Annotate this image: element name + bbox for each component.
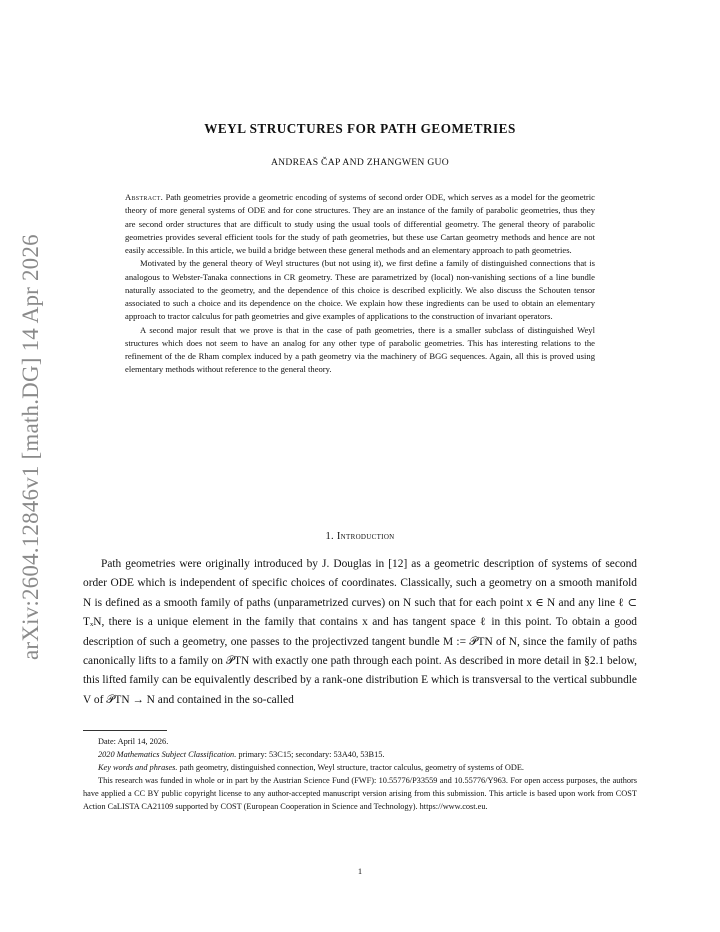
footnote-keywords	[83, 761, 637, 774]
footnote-divider	[83, 730, 167, 731]
paper-authors: ANDREAS ČAP AND ZHANGWEN GUO	[270, 157, 450, 168]
abstract-paragraph-1-text: Path geometries provide a geometric encoding of systems of second order ODE, which serves as a model for the geometric theory of more general systems of ODE and for cone structures. They are an instance of the family of parabolic geometries, thus they are second order structures that are difficult to study using the usual tools of differential geometry. The general theory of parabolic geometries provides several efficient tools for the study of path geometries, but these use Cartan geometry methods and hence are not easily accessible. In this article, we build a bridge between these general methods and an elementary approach to path geometries.	[125, 192, 595, 255]
abstract-paragraph-2: Motivated by the general theory of Weyl structures (but not using it), we first define a family of distinguished connections that is analogous to Webster-Tanaka connections in CR geometry. These are parametrized by (local) non-vanishing sections of a line bundle naturally associated to the geometry, and the dependence of this choice is described explicitly. We also discuss the Schouten tensor associated to such a choice and its dependence on the choice. We explain how these ingredients can be used to obtain an elementary approach to tractor calculus for path geometries and give examples of applications to the construction of invariant operators.	[125, 258, 595, 322]
footnote-msc-label: 2020 Mathematics Subject Classification.	[98, 750, 237, 760]
abstract	[125, 191, 595, 377]
footnotes	[83, 735, 637, 814]
page-number: 1	[357, 866, 363, 876]
footnote-keywords-label: Key words and phrases.	[98, 763, 178, 773]
intro-paragraph: Path geometries were originally introduced by J. Douglas in [12] as a geometric description of systems of second order ODE which is independent of specific choices of coordinates. Classically, such a geometry on a smooth manifold N is defined as a smooth family of paths (unparametrized curves) on N such that for each point x ∈ N and any line ℓ ⊂ TₓN, there is a unique element in the family that contains x and has tangent space ℓ in this point. To obtain a good description of such a geometry, one passes to the projectivzed tangent bundle M := 𝒫TN of N, since the family of paths canonically lifts to a family on 𝒫TN with exactly one path through each point. As described in more detail in §2.1 below, this lifted family can be equivalently described by a rank-one distribution E which is transversal to the vertical subbundle V of 𝒫TN → N and contained in the so-called	[83, 558, 637, 706]
abstract-paragraph-3: A second major result that we prove is that in the case of path geometries, there is a smaller subclass of distinguished Weyl structures which does not seem to have an analog for any other type of parabolic geometries. This has interesting relations to the refinement of the de Rham complex induced by a path geometry via the machinery of BGG sequences. Again, all this is proved using elementary methods without reference to the general theory.	[125, 324, 595, 375]
introduction-body	[83, 555, 637, 710]
section-heading	[0, 531, 720, 542]
footnote-funding: This research was funded in whole or in part by the Austrian Science Fund (FWF): 10.55776/P33559 and 10.55776/Y963. For open access purposes, the authors have applied a CC BY public copyright license to any author-accepted manuscript version arising from this submission. This article is based upon work from COST Action CaLISTA CA21109 supported by COST (European Cooperation in Science and Technology). https://www.cost.eu.	[83, 776, 637, 812]
paper-title: WEYL STRUCTURES FOR PATH GEOMETRIES	[204, 121, 516, 136]
abstract-label: Abstract.	[125, 192, 164, 202]
section-number: 1.	[325, 531, 334, 542]
footnote-msc	[83, 748, 637, 761]
abstract-paragraph-1	[125, 191, 595, 257]
arxiv-identifier: arXiv:2604.12846v1 [math.DG] 14 Apr 2026	[18, 234, 43, 660]
footnote-date: Date: April 14, 2026.	[98, 737, 169, 746]
footnote-keywords-value: path geometry, distinguished connection, Weyl structure, tractor calculus, geometry of systems of ODE.	[179, 763, 525, 773]
section-title: Introduction	[336, 531, 395, 542]
footnote-msc-value: primary: 53C15; secondary: 53A40, 53B15.	[238, 750, 385, 760]
